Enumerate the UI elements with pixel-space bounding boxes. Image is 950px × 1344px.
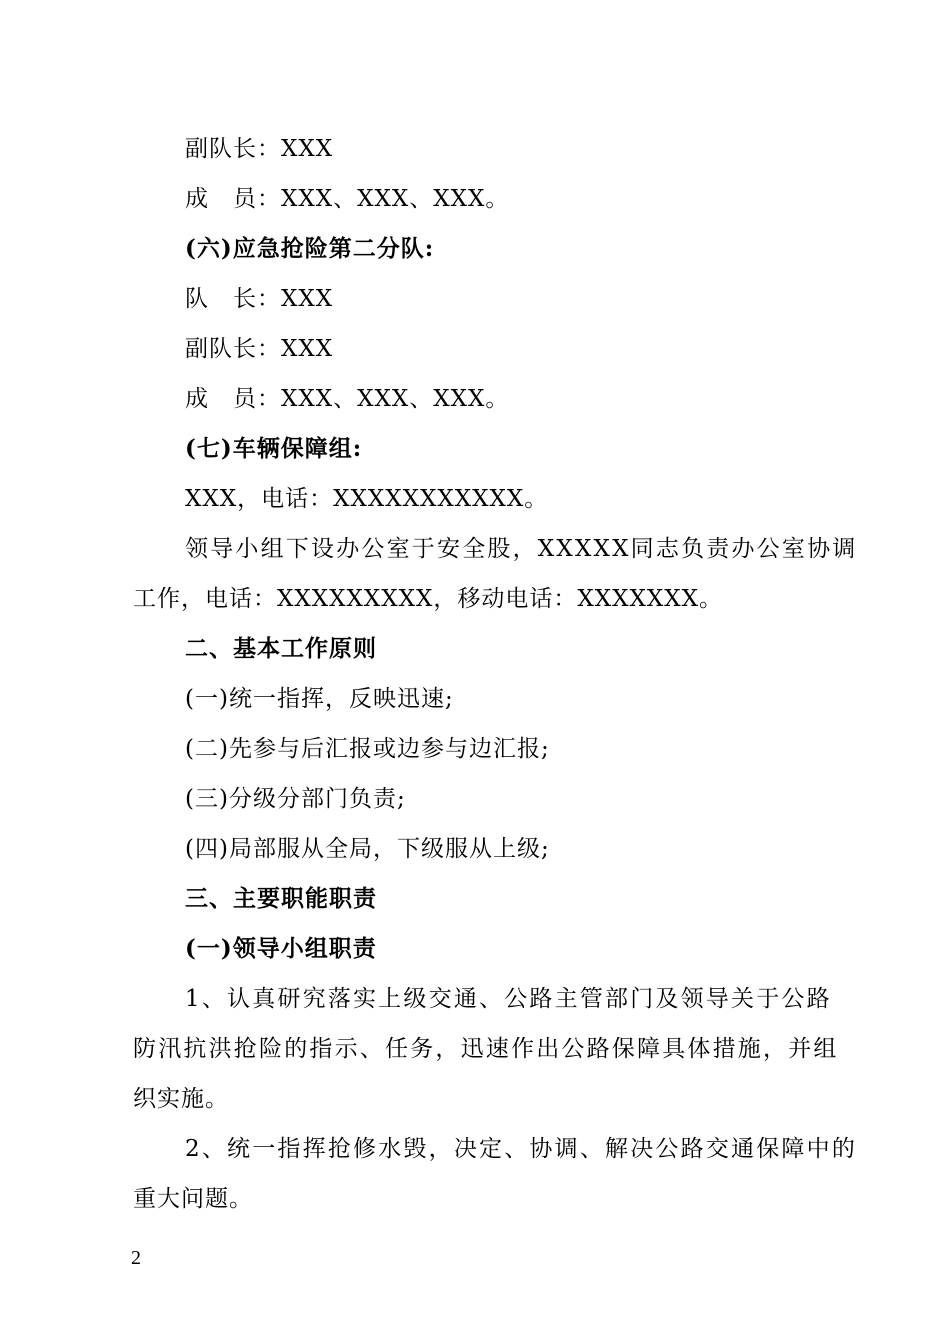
team-leader-line: 队 长：XXX <box>185 286 334 312</box>
duty-2-line-1: 2、统一指挥抢修水毁，决定、协调、解决公路交通保障中的 <box>185 1136 858 1162</box>
principle-4: (四)局部服从全局，下级服从上级; <box>185 836 550 862</box>
heading-basic-principles: 二、基本工作原则 <box>185 635 377 662</box>
heading-leadership-duties: (一)领导小组职责 <box>185 935 377 962</box>
section-heading-emergency-team-2: (六)应急抢险第二分队: <box>185 235 435 262</box>
deputy-leader-line-2: 副队长：XXX <box>185 336 334 362</box>
section-heading-vehicle-support: (七)车辆保障组: <box>185 435 363 462</box>
page-number: 2 <box>131 1247 141 1269</box>
duty-1-line-3: 织实施。 <box>133 1086 229 1112</box>
vehicle-contact-line: XXX，电话：XXXXXXXXXXX。 <box>185 486 549 512</box>
office-paragraph-line-2: 工作，电话：XXXXXXXXX，移动电话：XXXXXXX。 <box>133 586 723 612</box>
principle-2: (二)先参与后汇报或边参与边汇报; <box>185 736 550 762</box>
members-line-1: 成 员：XXX、XXX、XXX。 <box>185 186 510 212</box>
duty-2-line-2: 重大问题。 <box>133 1186 253 1212</box>
duty-1-line-1: 1、认真研究落实上级交通、公路主管部门及领导关于公路 <box>185 986 832 1012</box>
duty-1-line-2: 防汛抗洪抢险的指示、任务，迅速作出公路保障具体措施，并组 <box>133 1036 839 1062</box>
principle-3: (三)分级分部门负责; <box>185 786 406 812</box>
members-line-2: 成 员：XXX、XXX、XXX。 <box>185 386 510 412</box>
office-paragraph-line-1: 领导小组下设办公室于安全股，XXXXX同志负责办公室协调 <box>185 536 858 562</box>
heading-main-duties: 三、主要职能职责 <box>185 885 377 912</box>
principle-1: (一)统一指挥，反映迅速; <box>185 686 454 712</box>
deputy-leader-line-1: 副队长：XXX <box>185 136 334 162</box>
